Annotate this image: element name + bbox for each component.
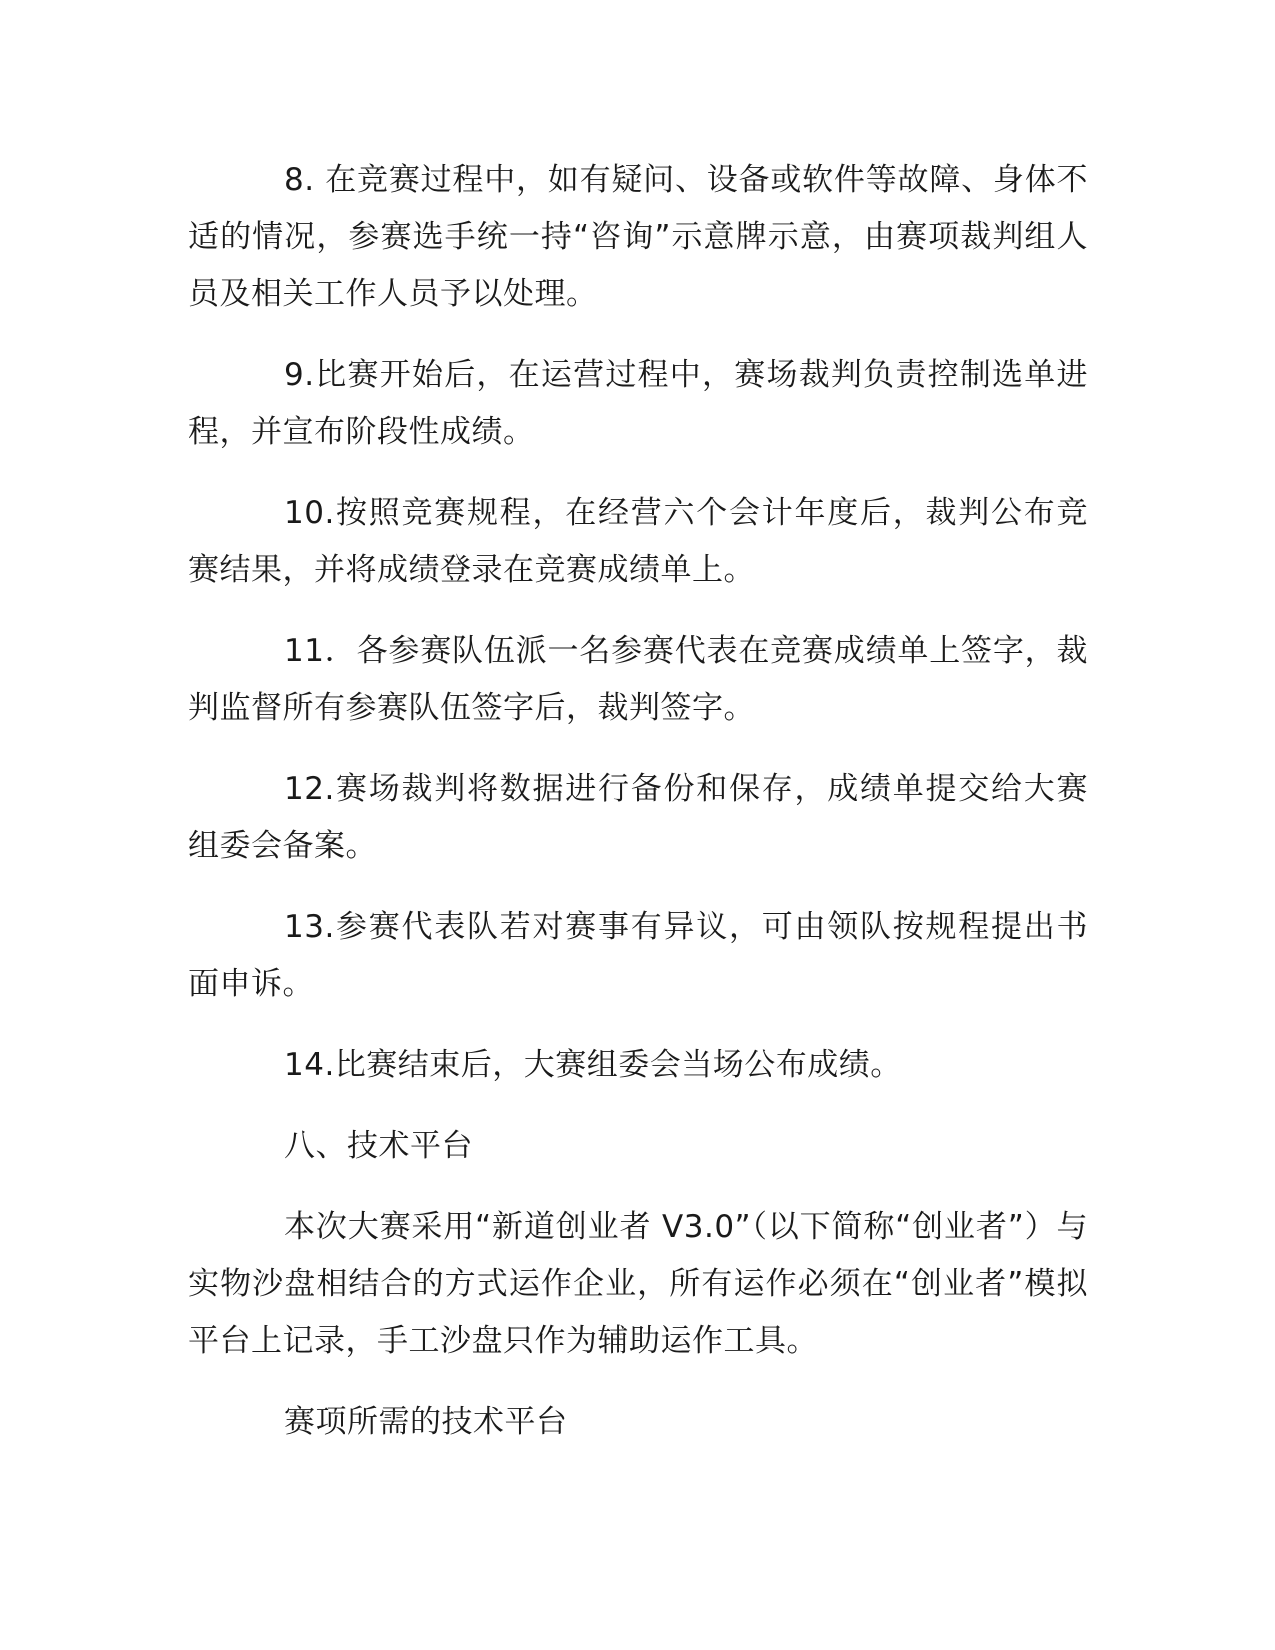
paragraph-required-platform: 赛项所需的技术平台 <box>284 1404 568 1440</box>
paragraph-rule-10: 10.按照竞赛规程，在经营六个会计年度后，裁判公布竞赛结果，并将成绩登录在竞赛成绩单上。 <box>188 495 1088 588</box>
section-heading-tech-platform: 八、技术平台 <box>284 1128 473 1164</box>
paragraph-rule-9: 9.比赛开始后，在运营过程中，赛场裁判负责控制选单进程，并宣布阶段性成绩。 <box>188 357 1088 450</box>
paragraph-rule-12: 12.赛场裁判将数据进行备份和保存，成绩单提交给大赛组委会备案。 <box>188 771 1088 864</box>
paragraph-platform-description: 本次大赛采用“新道创业者 V3.0”（以下简称“创业者”）与实物沙盘相结合的方式运作企业，所有运作必须在“创业者”模拟平台上记录，手工沙盘只作为辅助运作工具。 <box>188 1209 1088 1359</box>
document-body <box>188 152 1088 1475</box>
paragraph-rule-13: 13.参赛代表队若对赛事有异议，可由领队按规程提出书面申诉。 <box>188 909 1088 1002</box>
paragraph-rule-8: 8. 在竞赛过程中，如有疑问、设备或软件等故障、身体不适的情况，参赛选手统一持“咨询”示意牌示意，由赛项裁判组人员及相关工作人员予以处理。 <box>188 162 1088 312</box>
paragraph-rule-11: 11．各参赛队伍派一名参赛代表在竞赛成绩单上签字，裁判监督所有参赛队伍签字后，裁判签字。 <box>188 633 1088 726</box>
paragraph-rule-14: 14.比赛结束后，大赛组委会当场公布成绩。 <box>284 1047 902 1083</box>
